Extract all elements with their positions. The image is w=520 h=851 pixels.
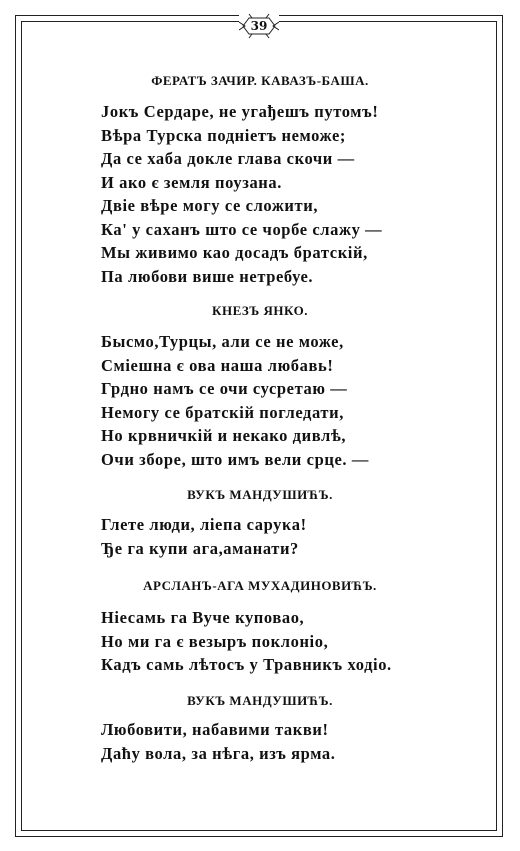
verse-line: Любовити, набавими такви! <box>101 720 329 739</box>
verse-line: Очи зборе, што имъ вели срце. — <box>101 449 369 469</box>
verse-line: Даћу вола, за нѣга, изъ ярма. <box>101 743 336 763</box>
verse-line: Ђе га купи ага,аманати? <box>101 538 299 558</box>
speaker-heading: АРСЛАНЪ-АГА МУХАДИНОВИЋЪ. <box>143 578 377 593</box>
speaker-heading: ВУКЪ МАНДУШИЋЪ. <box>187 693 333 708</box>
verse-line: Немогу се братскій погледати, <box>101 402 344 422</box>
verse-line: Мы живимо као досадъ братскій, <box>101 243 368 262</box>
verse-line: Па любови више нетребуе. <box>101 266 314 286</box>
verse-block <box>101 330 369 471</box>
verse-block <box>101 513 307 560</box>
verse-line: Сміешна є ова наша любавь! <box>101 355 334 375</box>
page-number: 39 <box>250 19 268 33</box>
verse-line: Грдно намъ се очи сусретаю — <box>101 379 348 398</box>
verse-block <box>101 606 392 677</box>
verse-block <box>101 718 336 765</box>
verse-line: Бысмо,Турцы, али се не може, <box>101 332 344 351</box>
verse-line: Глете люди, ліепа саруκа! <box>101 515 307 534</box>
speaker-heading: КНЕЗЪ ЯНКО. <box>212 303 308 318</box>
verse-line: Да се хаба докле глава скочи — <box>101 149 355 168</box>
page-number-ornament <box>239 12 279 40</box>
verse-line: Јокъ Сердаре, не угађешъ путомъ! <box>101 102 379 121</box>
speaker-heading: ВУКЪ МАНДУШИЋЪ. <box>187 487 333 502</box>
verse-line: Вѣра Турска подніетъ неможе; <box>101 125 346 145</box>
verse-line: И ако є земля поузана. <box>101 172 282 192</box>
verse-line: Кадъ самь лѣтосъ у Травникъ ходіо. <box>101 655 392 674</box>
verse-line: Но крвничкій и некако дивлѣ, <box>101 426 347 445</box>
verse-line: Ка' у саханъ што се чорбе слажу — <box>101 219 383 239</box>
speaker-heading: ФЕРАТЪ ЗАЧИР. КАВАЗЪ-БАША. <box>151 73 369 88</box>
verse-block <box>101 100 382 288</box>
verse-line: Ніесамь га Вуче куповао, <box>101 608 305 627</box>
verse-line: Но ми га є везыръ поклоніо, <box>101 631 329 651</box>
verse-line: Двіе вѣре могу се сложити, <box>101 196 319 215</box>
